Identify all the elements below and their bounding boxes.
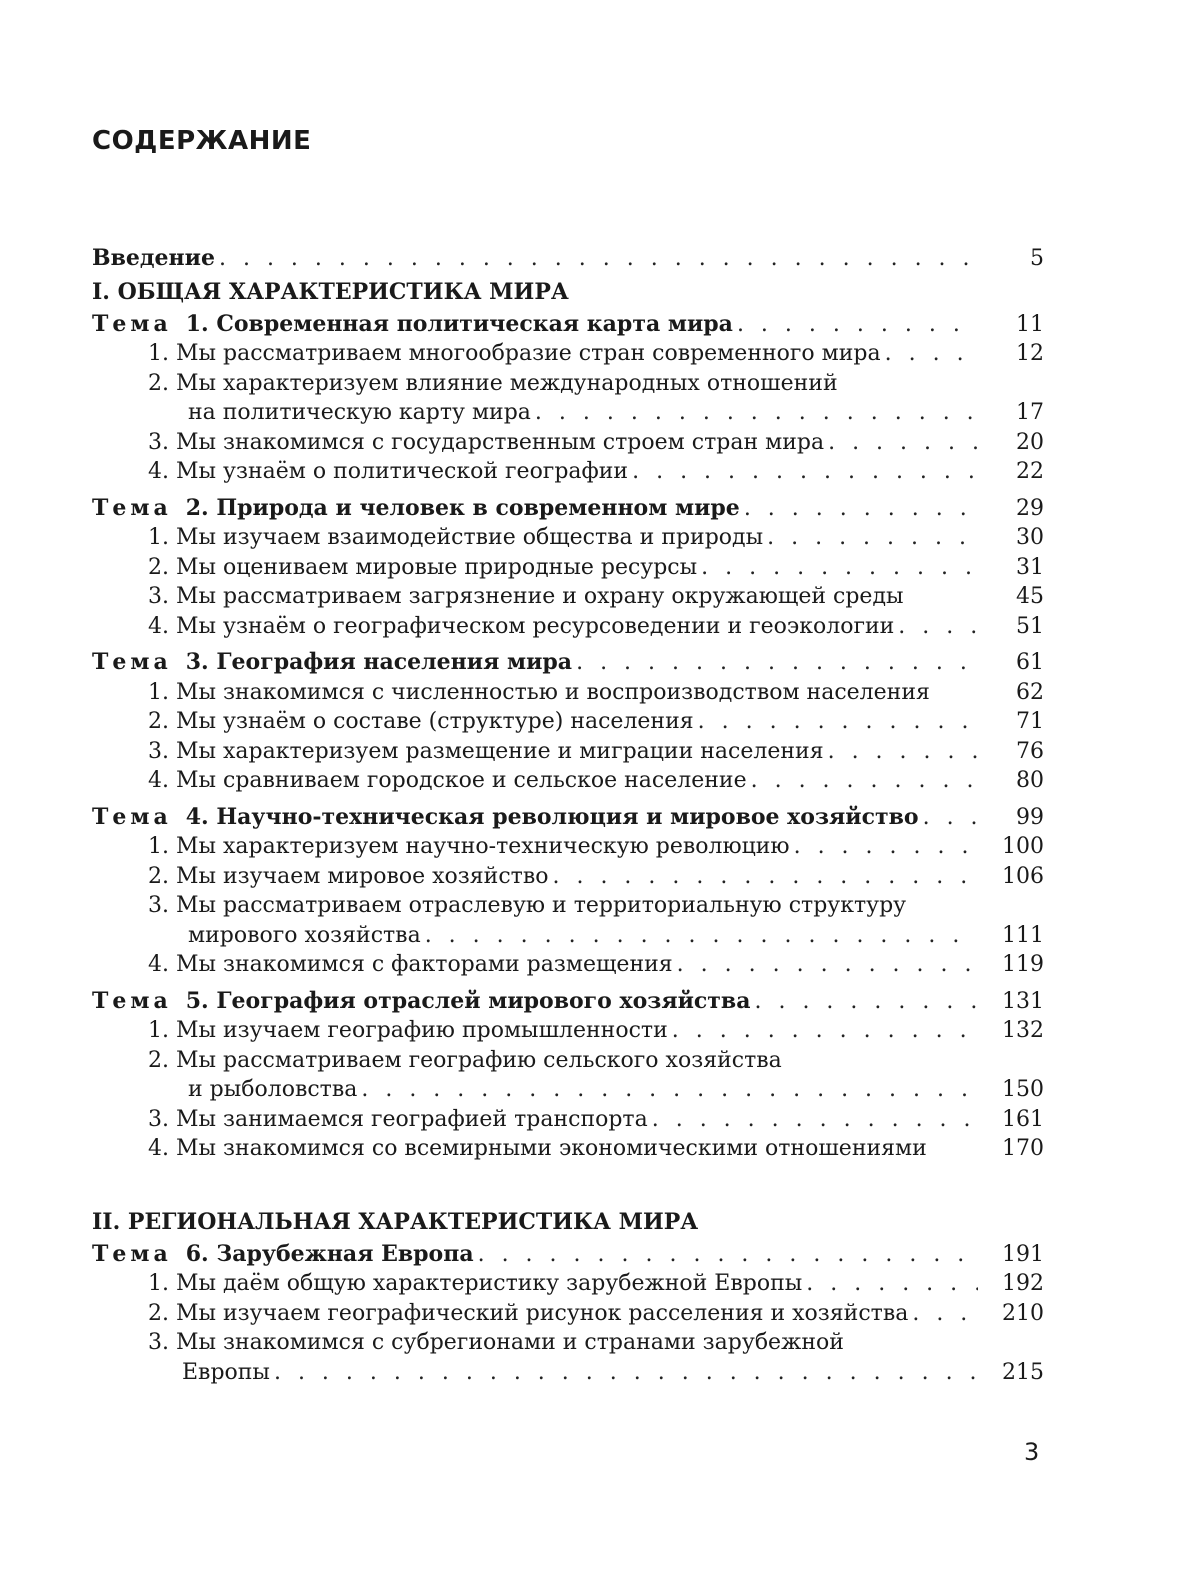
toc-page-number: 215 (1002, 1359, 1044, 1385)
toc-topic[interactable] (92, 803, 1044, 833)
toc-page-number: 106 (1002, 863, 1044, 889)
toc-item-title: 1. Мы характеризуем научно-техническую революцию (148, 834, 790, 859)
toc-topic[interactable] (92, 494, 1044, 524)
toc-item-title: 4. Мы узнаём о политической географии (148, 459, 629, 484)
toc-page-number: 5 (1030, 246, 1044, 271)
leader-dots (274, 1358, 978, 1388)
toc-item-title: 4. Мы узнаём о географическом ресурсоведении и геоэкологии (148, 613, 895, 639)
toc-page-number: 29 (1016, 495, 1044, 521)
toc-page-number: 30 (1016, 525, 1044, 550)
toc-page-number: 210 (1002, 1300, 1044, 1326)
toc-item-title: 3. Мы рассматриваем загрязнение и охрану окружающей среды (148, 584, 904, 609)
leader-dots (828, 737, 978, 767)
leader-dots (478, 1240, 978, 1270)
toc-item-line[interactable]: 3. Мы знакомимся с субрегионами и странами зарубежной (148, 1330, 844, 1355)
toc-page-number: 12 (1016, 341, 1044, 366)
leader-dots (425, 921, 978, 951)
toc-page-number: 17 (1016, 400, 1044, 425)
toc-item[interactable] (92, 457, 1044, 487)
toc-item[interactable] (92, 1134, 1044, 1164)
toc-page-number: 99 (1016, 804, 1044, 830)
leader-dots (885, 339, 978, 369)
toc-item-line[interactable]: 3. Мы рассматриваем отраслевую и территориальную структуру (148, 893, 907, 918)
toc-item-title: Европы (182, 1359, 270, 1385)
toc-page-number: 51 (1016, 613, 1044, 639)
leader-dots (806, 1269, 978, 1299)
leader-dots (701, 553, 978, 583)
leader-dots (737, 310, 978, 340)
toc-page-number: 132 (1002, 1018, 1044, 1043)
toc-item-title: и рыболовства (188, 1077, 358, 1102)
toc-item[interactable] (92, 707, 1044, 737)
toc-topic[interactable] (92, 648, 1044, 678)
toc-page-number: 150 (1002, 1077, 1044, 1102)
topic-title: 1. Современная политическая карта мира (185, 310, 733, 337)
toc-item[interactable] (92, 1105, 1044, 1135)
toc-item[interactable] (92, 582, 1044, 612)
leader-dots (535, 398, 978, 428)
toc-item-title: 1. Мы рассматриваем многообразие стран современного мира (148, 341, 881, 366)
leader-dots (923, 803, 978, 833)
toc-page-number: 161 (1002, 1106, 1044, 1132)
toc-item-title: 3. Мы характеризуем размещение и миграции населения (148, 738, 824, 764)
toc-topic[interactable] (92, 987, 1044, 1017)
table-of-contents (92, 244, 1044, 1387)
toc-page-number: 191 (1002, 1241, 1044, 1267)
toc-item[interactable] (92, 523, 1044, 553)
leader-dots (652, 1105, 978, 1135)
toc-page-number: 76 (1016, 738, 1044, 764)
toc-item-title: 4. Мы знакомимся со всемирными экономическими отношениями (148, 1136, 927, 1161)
topic-label: Тема (92, 803, 172, 830)
leader-dots (828, 428, 978, 458)
section-heading: II. РЕГИОНАЛЬНАЯ ХАРАКТЕРИСТИКА МИРА (92, 1208, 699, 1235)
toc-page-number: 111 (1002, 922, 1044, 948)
toc-item[interactable] (92, 1075, 1044, 1105)
toc-entry-title: Введение (92, 245, 215, 271)
toc-entry-intro[interactable] (92, 244, 1044, 274)
toc-item-title: 1. Мы даём общую характеристику зарубежной Европы (148, 1271, 803, 1296)
leader-dots (632, 457, 978, 487)
toc-item[interactable] (92, 766, 1044, 796)
topic-label: Тема (92, 1240, 172, 1267)
leader-dots (912, 1299, 978, 1329)
toc-item[interactable] (92, 1299, 1044, 1329)
toc-item[interactable] (92, 832, 1044, 862)
leader-dots (219, 244, 978, 274)
toc-page-number: 119 (1002, 952, 1044, 977)
toc-item[interactable] (92, 1358, 1044, 1388)
toc-item[interactable] (92, 1016, 1044, 1046)
topic-label: Тема (92, 494, 172, 521)
toc-page-number: 100 (1002, 834, 1044, 859)
toc-item-title: 4. Мы сравниваем городское и сельское население (148, 768, 747, 793)
toc-item-title: 2. Мы изучаем мировое хозяйство (148, 863, 549, 889)
toc-topic[interactable] (92, 1240, 1044, 1270)
toc-page-number: 22 (1016, 459, 1044, 484)
toc-item-title: 4. Мы знакомимся с факторами размещения (148, 952, 673, 977)
toc-item[interactable] (92, 737, 1044, 767)
section-heading: I. ОБЩАЯ ХАРАКТЕРИСТИКА МИРА (92, 278, 569, 305)
topic-title: 3. География населения мира (185, 649, 573, 675)
toc-item-title: 3. Мы знакомимся с государственным строем стран мира (148, 429, 825, 455)
toc-page-number: 131 (1002, 988, 1044, 1014)
toc-item-title: 2. Мы изучаем географический рисунок расселения и хозяйства (148, 1300, 909, 1326)
toc-item-title: 1. Мы знакомимся с численностью и воспроизводством населения (148, 679, 930, 705)
toc-page-number: 71 (1016, 709, 1044, 734)
leader-dots (672, 1016, 978, 1046)
toc-item-title: 2. Мы оцениваем мировые природные ресурсы (148, 554, 698, 580)
toc-item[interactable] (92, 1269, 1044, 1299)
topic-label: Тема (92, 649, 172, 675)
topic-label: Тема (92, 987, 172, 1014)
toc-item[interactable] (92, 339, 1044, 369)
leader-dots (552, 862, 978, 892)
page-title: СОДЕРЖАНИЕ (92, 126, 312, 156)
leader-dots (754, 987, 978, 1017)
leader-dots (751, 766, 978, 796)
toc-item-title: 1. Мы изучаем географию промышленности (148, 1018, 668, 1043)
toc-item-line[interactable]: 2. Мы рассматриваем географию сельского хозяйства (148, 1047, 782, 1073)
toc-item-title: на политическую карту мира (188, 400, 531, 425)
leader-dots (677, 950, 978, 980)
toc-page-number: 192 (1002, 1271, 1044, 1296)
toc-page-number: 61 (1016, 650, 1044, 675)
toc-item[interactable] (92, 950, 1044, 980)
toc-page-number: 62 (1016, 679, 1044, 705)
toc-item-title: 1. Мы изучаем взаимодействие общества и природы (148, 525, 764, 550)
toc-page-number: 20 (1016, 429, 1044, 455)
toc-page-number: 11 (1016, 311, 1044, 337)
toc-page-number: 170 (1002, 1136, 1044, 1161)
topic-title: 2. Природа и человек в современном мире (185, 494, 740, 521)
toc-item-title: мирового хозяйства (188, 922, 421, 948)
toc-page-number: 45 (1016, 584, 1044, 609)
topic-label: Тема (92, 310, 172, 337)
toc-item[interactable] (92, 678, 1044, 708)
page-number: 3 (1024, 1438, 1040, 1466)
toc-item[interactable] (92, 553, 1044, 583)
toc-item[interactable] (92, 921, 1044, 951)
topic-title: 5. География отраслей мирового хозяйства (185, 987, 751, 1014)
leader-dots (361, 1075, 978, 1105)
toc-topic[interactable] (92, 310, 1044, 340)
toc-item-line[interactable]: 2. Мы характеризуем влияние международных отношений (148, 370, 838, 396)
toc-item-title: 3. Мы занимаемся географией транспорта (148, 1106, 648, 1132)
toc-page-number: 80 (1016, 768, 1044, 793)
toc-item-title: 2. Мы узнаём о составе (структуре) населения (148, 709, 694, 734)
leader-dots (794, 832, 978, 862)
leader-dots (767, 523, 978, 553)
toc-page-number: 31 (1016, 554, 1044, 580)
topic-title: 6. Зарубежная Европа (185, 1240, 474, 1267)
leader-dots (576, 648, 978, 678)
leader-dots (898, 612, 978, 642)
toc-item[interactable] (92, 612, 1044, 642)
leader-dots (744, 494, 978, 524)
topic-title: 4. Научно-техническая революция и мировое хозяйство (185, 803, 919, 830)
toc-item[interactable] (92, 428, 1044, 458)
toc-item[interactable] (92, 862, 1044, 892)
leader-dots (698, 707, 978, 737)
toc-item[interactable] (92, 398, 1044, 428)
